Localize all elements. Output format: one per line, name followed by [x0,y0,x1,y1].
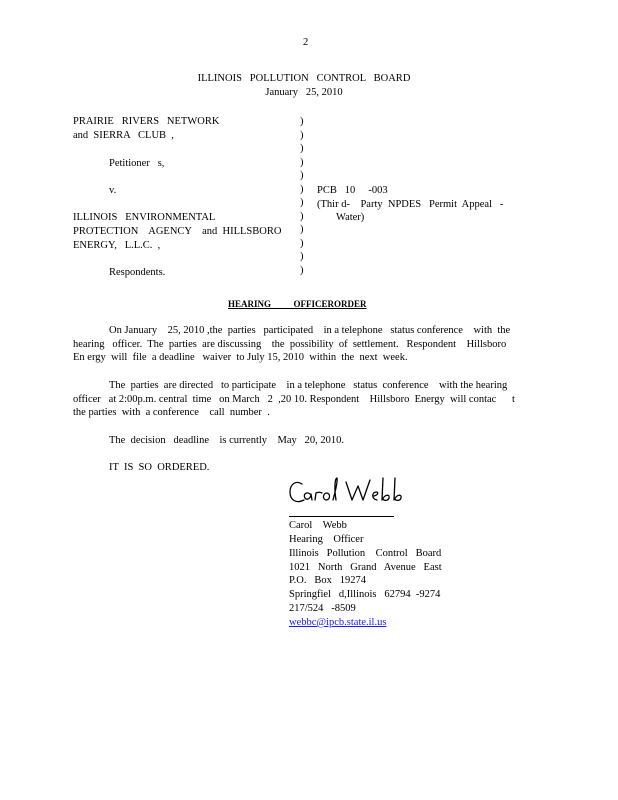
paragraph-1-line3: En ergy will file a deadline waiver to July 15, 2010 within the next week. [73,352,408,363]
petitioner-name-line2: and SIERRA CLUB , [73,130,174,141]
paragraph-1-line1: On January 25, 2010 ,the parties participated in a telephone status conference with the [109,325,511,336]
versus-label: v. [109,185,117,196]
signer-address-city: Springfiel d,Illinois 62794 -9274 [289,589,441,600]
paren: ) [300,129,304,141]
page-number: 2 [303,37,309,48]
paragraph-2-line1: The parties are directed to participate in a telephone status conference with the hearing [109,380,508,391]
respondent-name-line3: ENERGY, L.L.C. , [73,240,161,251]
paren: ) [300,143,304,154]
paragraph-2-line3: the parties with a conference call number . [73,407,270,418]
paren: ) [300,210,304,222]
respondents-label: Respondents. [109,267,166,278]
case-number: PCB 10 -003 [317,185,388,196]
petitioners-label: Petitioner s, [109,158,165,169]
paren: ) [300,237,304,249]
so-ordered-line: IT IS SO ORDERED. [109,462,210,473]
signer-address-street: 1021 North Grand Avenue East [289,562,442,573]
case-description-line1: (Thir d- Party NPDES Permit Appeal - [317,199,504,210]
handwritten-signature [286,474,416,510]
paren: ) [300,224,304,235]
paren: ) [300,183,304,195]
case-description-line2: Water) [336,212,365,223]
paren: ) [300,197,304,208]
order-title: HEARING OFFICERORDER [228,299,367,309]
paragraph-1-line2: hearing officer. The parties are discussing the possibility of settlement. Respondent Hillsboro [73,339,507,350]
signer-address-pobox: P.O. Box 19274 [289,575,367,586]
signer-name: Carol Webb [289,520,347,531]
signature-line [289,516,394,517]
caption-parentheses [300,115,308,277]
paren: ) [300,251,304,262]
signer-phone: 217/524 -8509 [289,603,356,614]
paren: ) [300,116,304,127]
signer-email-link[interactable]: webbc@ipcb.state.il.us [289,617,387,628]
paren: ) [300,170,304,181]
paragraph-2-line2: officer at 2:00p.m. central time on March 2 ,20 10. Respondent Hillsboro Energy will contac t [73,394,515,405]
paren: ) [300,156,304,168]
respondent-name-line2: PROTECTION AGENCY and HILLSBORO [73,226,282,237]
petitioner-name-line1: PRAIRIE RIVERS NETWORK [73,116,220,127]
signer-organization: Illinois Pollution Control Board [289,548,442,559]
signer-title: Hearing Officer [289,534,364,545]
paren: ) [300,264,304,276]
board-name: ILLINOIS POLLUTION CONTROL BOARD [197,73,411,84]
document-date: January 25, 2010 [265,87,343,98]
paragraph-3: The decision deadline is currently May 20, 2010. [109,435,345,446]
respondent-name-line1: ILLINOIS ENVIRONMENTAL [73,212,216,223]
